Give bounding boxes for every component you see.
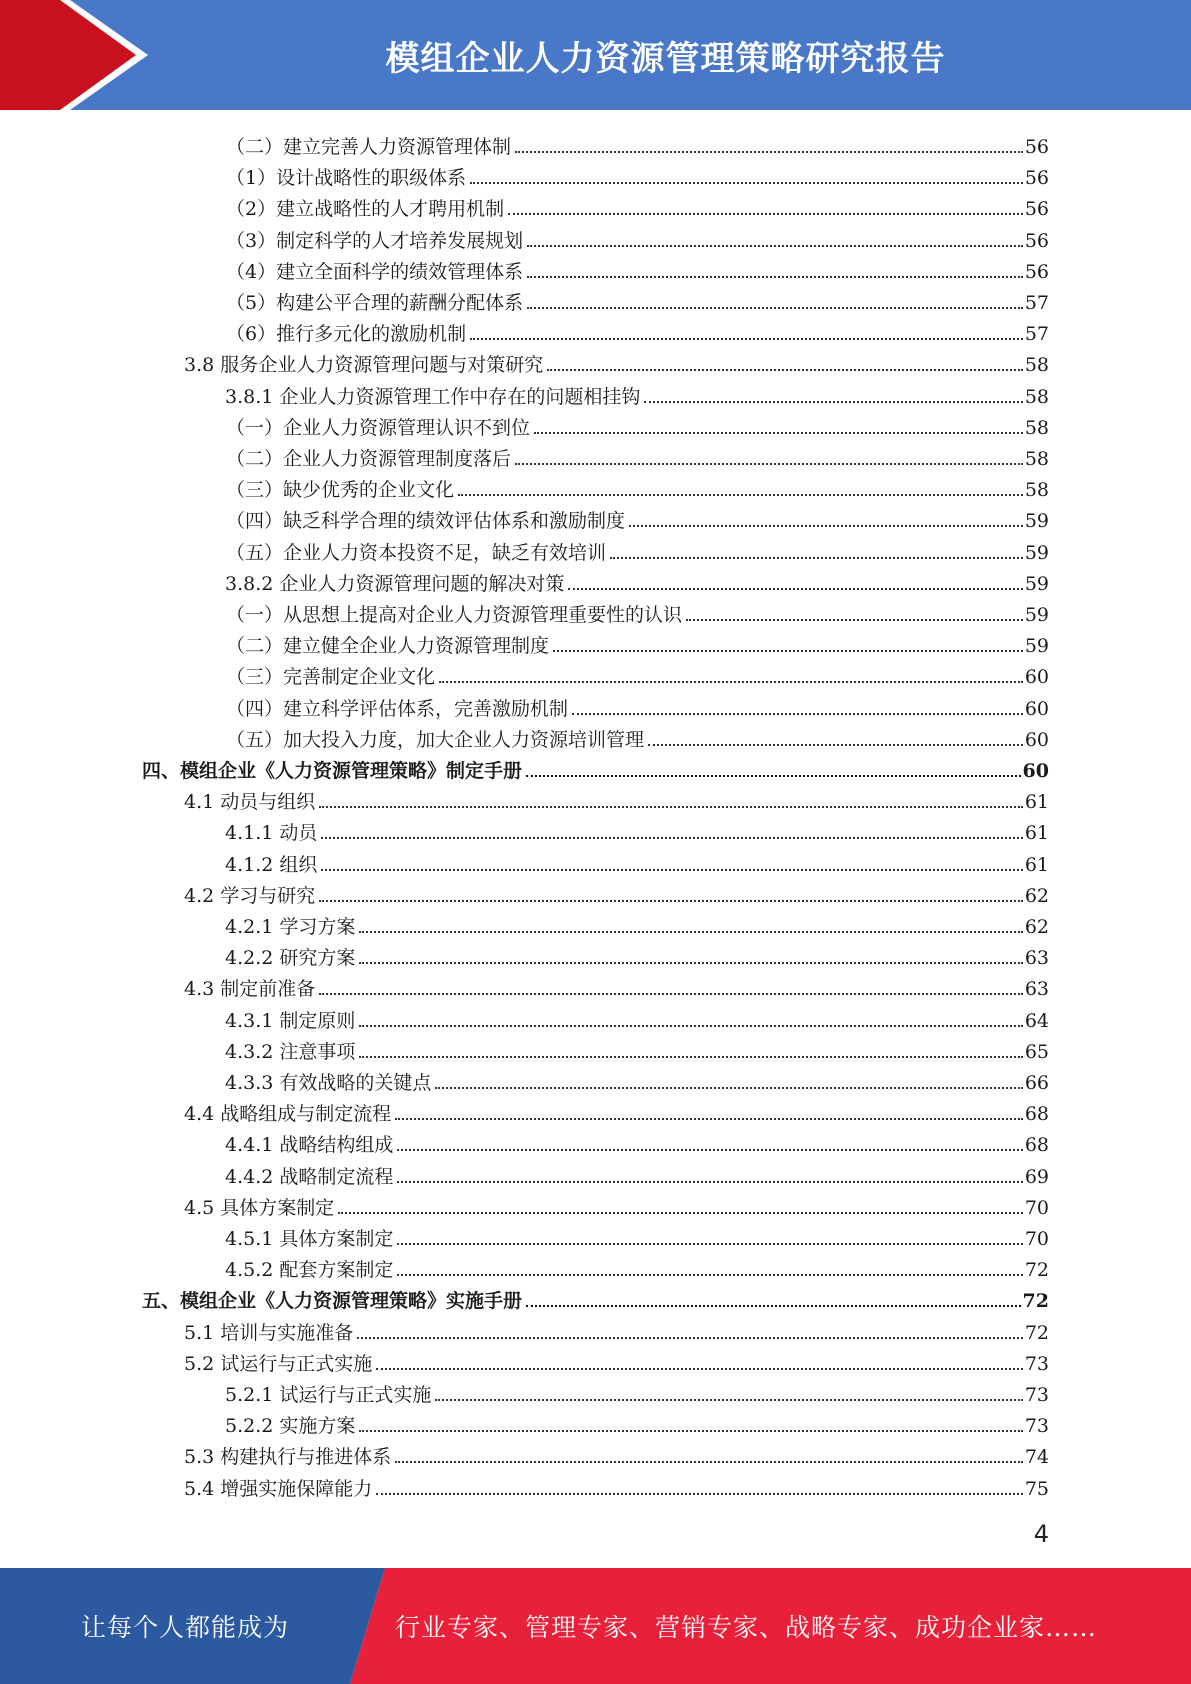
toc-dot-leader [321,869,1022,871]
toc-entry-title: 4.3 制定前准备 [184,978,316,1001]
toc-dot-leader [458,494,1023,496]
toc-entry-title: 3.8.2 企业人力资源管理问题的解决对策 [225,572,565,595]
toc-entry-page: 59 [1024,510,1049,533]
toc-dot-leader [359,1056,1022,1058]
toc-dot-leader [534,432,1023,434]
toc-entry-title: （四）建立科学评估体系，完善激励机制 [226,697,569,720]
toc-entry-page: 56 [1024,136,1049,158]
toc-entry-title: （一）企业人力资源管理认识不到位 [226,416,531,439]
toc-entry[interactable] [184,346,1049,377]
toc-entry-page: 61 [1024,822,1049,845]
toc-dot-leader [526,775,1021,777]
toc-dot-leader [470,182,1023,184]
toc-dot-leader [439,681,1023,683]
toc-entry-page: 75 [1024,1477,1049,1500]
toc-entry[interactable] [226,190,1049,221]
toc-entry[interactable] [184,1314,1049,1345]
toc-entry[interactable] [226,471,1049,502]
toc-dot-leader [527,245,1023,247]
toc-entry-page: 58 [1024,354,1049,377]
footer-band [0,1568,1191,1684]
toc-dot-leader [686,619,1023,621]
toc-entry[interactable] [225,939,1049,970]
toc-entry-title: 4.5.1 具体方案制定 [225,1228,394,1250]
toc-entry[interactable] [184,1095,1049,1126]
toc-entry[interactable] [225,378,1049,409]
toc-entry-page: 69 [1024,1165,1049,1188]
toc-entry-page: 59 [1024,541,1049,564]
toc-entry-title: 4.2.2 研究方案 [225,947,356,970]
toc-entry[interactable] [142,1282,1049,1313]
toc-entry-page: 61 [1024,853,1049,876]
toc-entry-page: 65 [1024,1040,1049,1063]
toc-entry-page: 74 [1024,1446,1049,1469]
toc-entry[interactable] [225,846,1049,877]
toc-entry-page: 73 [1024,1384,1049,1406]
toc-entry[interactable] [226,690,1049,721]
toc-entry-title: 4.1 动员与组织 [184,791,316,814]
toc-dot-leader [568,588,1022,590]
toc-entry[interactable] [226,159,1049,190]
toc-entry-page: 58 [1024,479,1049,502]
toc-entry-title: 5.1 培训与实施准备 [184,1321,354,1344]
toc-entry-page: 59 [1024,635,1049,658]
toc-dot-leader [644,401,1022,403]
toc-entry-page: 70 [1024,1228,1049,1250]
toc-entry-page: 63 [1024,978,1049,1001]
toc-entry-page: 57 [1024,323,1049,346]
toc-dot-leader [319,993,1023,995]
toc-entry-title: （5）构建公平合理的薪酬分配体系 [226,292,524,314]
toc-entry[interactable] [225,1126,1049,1157]
toc-entry[interactable] [225,1251,1049,1282]
toc-dot-leader [359,962,1022,964]
toc-dot-leader [376,1493,1023,1495]
page-number: 4 [1033,1520,1049,1548]
toc-entry-page: 58 [1024,448,1049,470]
toc-entry-title: 5.2.1 试运行与正式实施 [225,1384,432,1406]
toc-entry-title: （2）建立战略性的人才聘用机制 [226,198,505,221]
toc-dot-leader [397,1149,1022,1151]
toc-entry-page: 57 [1024,292,1049,314]
toc-entry[interactable] [226,627,1049,658]
footer-slogan-right: 行业专家、管理专家、营销专家、战略专家、成功企业家…… [395,1613,1098,1642]
toc-entry-page: 70 [1024,1196,1049,1219]
header-band [0,0,1191,110]
toc-entry-title: 4.4 战略组成与制定流程 [184,1103,392,1126]
toc-entry-page: 59 [1024,604,1049,626]
toc-entry[interactable] [226,440,1049,471]
toc-dot-leader [515,463,1023,465]
toc-entry[interactable] [225,1064,1049,1095]
toc-entry[interactable] [225,1033,1049,1064]
toc-entry-page: 59 [1024,572,1049,595]
toc-entry-title: 四、模组企业《人力资源管理策略》制定手册 [142,760,523,782]
toc-entry-page: 64 [1024,1009,1049,1032]
toc-entry-title: 5.4 增强实施保障能力 [184,1477,373,1500]
toc-entry-title: 5.2 试运行与正式实施 [184,1352,373,1375]
toc-entry-title: （二）建立完善人力资源管理体制 [226,136,512,158]
toc-entry-title: 4.4.2 战略制定流程 [225,1165,394,1188]
toc-dot-leader [359,931,1022,933]
toc-entry-page: 62 [1024,884,1049,907]
toc-entry-title: 4.5.2 配套方案制定 [225,1259,394,1282]
toc-dot-leader [435,1399,1022,1401]
toc-entry-page: 56 [1024,260,1049,283]
toc-dot-leader [397,1243,1022,1245]
toc-entry-page: 73 [1024,1415,1049,1438]
toc-entry-title: （四）缺乏科学合理的绩效评估体系和激励制度 [226,510,626,533]
toc-dot-leader [508,213,1023,215]
toc-entry-title: 4.4.1 战略结构组成 [225,1134,394,1157]
toc-entry-title: （二）企业人力资源管理制度落后 [226,448,512,470]
toc-entry-title: （三）缺少优秀的企业文化 [226,479,455,502]
toc-entry-page: 60 [1022,760,1049,782]
toc-entry-page: 68 [1024,1134,1049,1157]
toc-entry[interactable] [184,970,1049,1001]
toc-entry[interactable] [184,877,1049,908]
toc-entry-page: 72 [1024,1321,1049,1344]
toc-entry[interactable] [225,908,1049,939]
toc-dot-leader [359,1025,1022,1027]
toc-entry-title: 4.2 学习与研究 [184,884,316,907]
toc-entry-page: 61 [1024,791,1049,814]
toc-entry-page: 63 [1024,947,1049,970]
toc-entry[interactable] [226,596,1049,627]
toc-dot-leader [629,525,1023,527]
toc-dot-leader [395,1118,1023,1120]
toc-entry[interactable] [184,1470,1049,1501]
toc-entry[interactable] [226,253,1049,284]
toc-entry-title: 3.8 服务企业人力资源管理问题与对策研究 [184,354,544,377]
toc-dot-leader [397,1181,1022,1183]
toc-dot-leader [470,338,1023,340]
document-title: 模组企业人力资源管理策略研究报告 [385,38,946,79]
toc-entry-page: 56 [1024,167,1049,190]
toc-entry-title: 5.3 构建执行与推进体系 [184,1446,392,1469]
toc-entry-title: （一）从思想上提高对企业人力资源管理重要性的认识 [226,604,683,626]
footer-slogan-left: 让每个人都能成为 [80,1613,289,1642]
toc-entry-page: 60 [1024,697,1049,720]
toc-entry-title: （6）推行多元化的激励机制 [226,323,467,346]
toc-entry-title: 4.2.1 学习方案 [225,916,356,938]
toc-dot-leader [527,276,1023,278]
toc-dot-leader [395,1461,1023,1463]
toc-entry-page: 60 [1024,728,1049,751]
toc-dot-leader [338,1212,1023,1214]
toc-entry[interactable] [226,721,1049,752]
toc-entry-page: 66 [1024,1072,1049,1094]
toc-entry[interactable] [226,128,1049,159]
toc-entry[interactable] [226,658,1049,689]
toc-entry[interactable] [184,1189,1049,1220]
toc-dot-leader [610,557,1023,559]
toc-entry-title: 五、模组企业《人力资源管理策略》实施手册 [142,1290,523,1313]
toc-entry-title: 4.1.1 动员 [225,822,318,845]
toc-entry[interactable] [225,1002,1049,1033]
toc-dot-leader [527,307,1023,309]
toc-entry-title: （3）制定科学的人才培养发展规划 [226,229,524,252]
toc-entry[interactable] [225,814,1049,845]
toc-entry-title: 4.3.1 制定原则 [225,1009,356,1032]
toc-entry-title: 3.8.1 企业人力资源管理工作中存在的问题相挂钩 [225,385,641,408]
toc-dot-leader [376,1368,1023,1370]
toc-entry-page: 58 [1024,416,1049,439]
toc-entry-title: （五）加大投入力度，加大企业人力资源培训管理 [226,728,645,751]
toc-entry-title: （二）建立健全企业人力资源管理制度 [226,635,550,658]
toc-entry[interactable] [226,222,1049,253]
toc-entry-page: 56 [1024,198,1049,221]
toc-entry[interactable] [184,783,1049,814]
toc-entry-title: （1）设计战略性的职级体系 [226,167,467,190]
toc-entry[interactable] [226,315,1049,346]
toc-entry-title: （三）完善制定企业文化 [226,666,436,689]
toc-dot-leader [648,744,1023,746]
toc-entry-page: 72 [1024,1259,1049,1282]
toc-entry[interactable] [184,1345,1049,1376]
toc-entry-title: （4）建立全面科学的绩效管理体系 [226,260,524,283]
toc-dot-leader [319,900,1023,902]
toc-dot-leader [526,1305,1021,1307]
toc-dot-leader [515,151,1023,153]
toc-dot-leader [359,1430,1022,1432]
toc-entry[interactable] [142,752,1049,783]
toc-entry[interactable] [226,409,1049,440]
toc-entry-page: 73 [1024,1352,1049,1375]
toc-entry-page: 68 [1024,1103,1049,1126]
toc-entry[interactable] [225,1158,1049,1189]
toc-entry-page: 60 [1024,666,1049,689]
toc-entry-title: 4.1.2 组织 [225,853,318,876]
toc-dot-leader [319,806,1023,808]
header-chevron-icon [0,0,160,110]
toc-entry[interactable] [225,1376,1049,1407]
toc-entry[interactable] [225,565,1049,596]
toc-entry-title: 4.3.3 有效战略的关键点 [225,1072,432,1094]
toc-entry-page: 56 [1024,229,1049,252]
toc-entry-title: 4.5 具体方案制定 [184,1196,335,1219]
toc-dot-leader [321,837,1022,839]
toc-entry[interactable] [226,284,1049,315]
toc-entry[interactable] [226,502,1049,533]
toc-entry-title: 5.2.2 实施方案 [225,1415,356,1438]
toc-entry-title: 4.3.2 注意事项 [225,1040,356,1063]
toc-entry[interactable] [225,1220,1049,1251]
toc-dot-leader [435,1087,1022,1089]
toc-dot-leader [553,650,1023,652]
toc-entry-page: 62 [1024,916,1049,938]
toc-entry[interactable] [184,1438,1049,1469]
toc-entry[interactable] [226,534,1049,565]
toc-entry-page: 58 [1024,385,1049,408]
toc-dot-leader [357,1337,1023,1339]
toc-entry-page: 72 [1022,1290,1049,1313]
toc-entry[interactable] [225,1407,1049,1438]
toc-dot-leader [572,713,1023,715]
toc-dot-leader [547,369,1023,371]
toc-entry-title: （五）企业人力资本投资不足，缺乏有效培训 [226,541,607,564]
toc-dot-leader [397,1274,1022,1276]
